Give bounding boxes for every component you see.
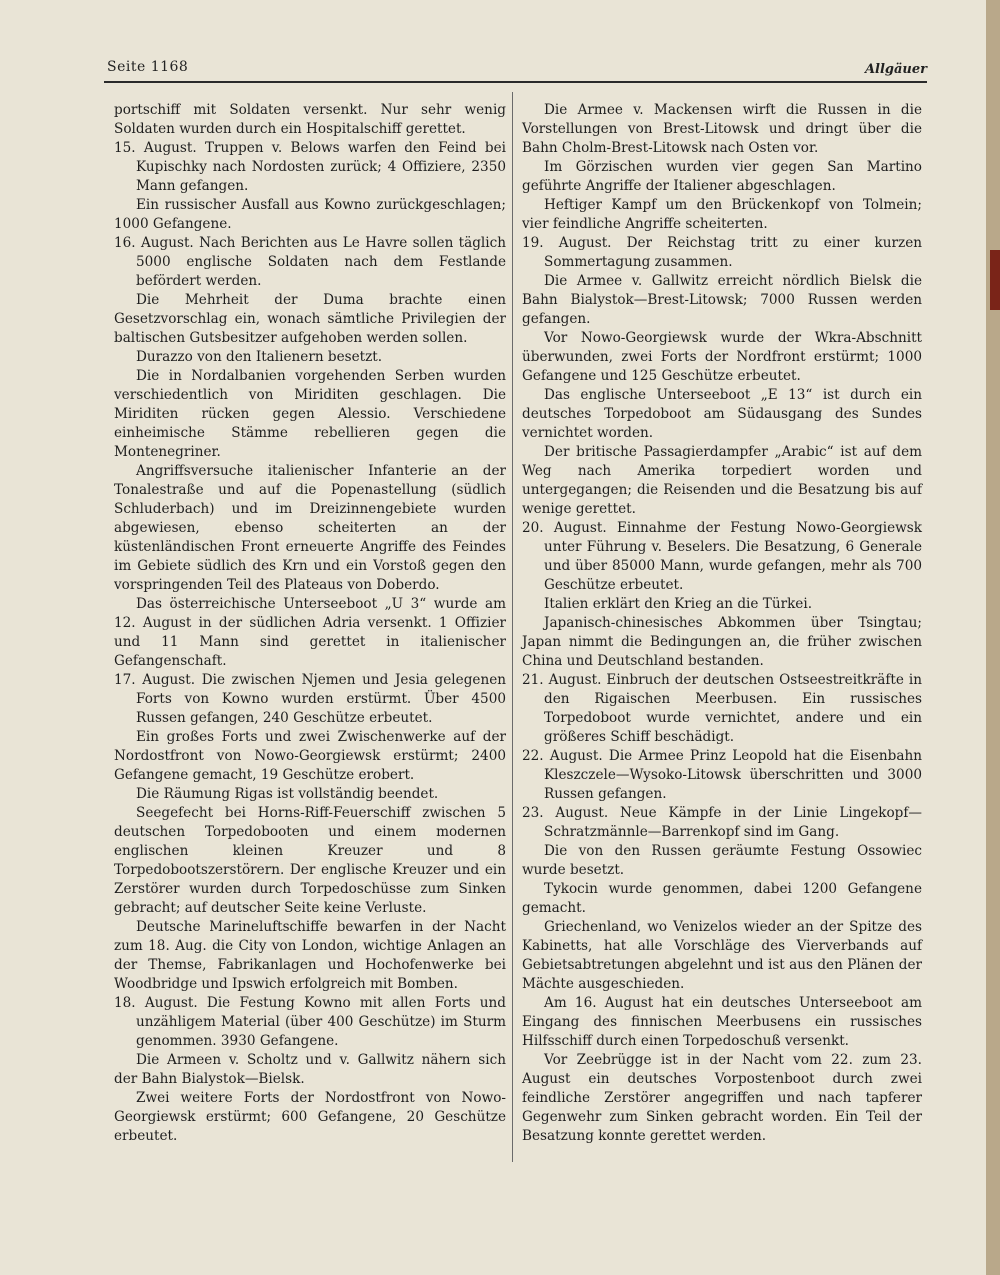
header-rule [104,81,927,83]
right-paragraph: 21. August. Einbruch der deutschen Ostseestreitkräfte in den Rigaischen Meerbusen. Ein russisches Torpedoboot wurde vernichtet, andere und ein größeres Schiff beschädigt. [522,672,922,745]
right-paragraph: Japanisch-chinesisches Abkommen über Tsingtau; Japan nimmt die Bedingungen an, die früher zwischen China und Deutschland bestanden. [522,615,922,669]
left-paragraph: Das österreichische Unterseeboot „U 3“ wurde am 12. August in der südlichen Adria versenkt. 1 Offizier und 11 Mann sind gerettet in italienischer Gefangenschaft. [114,596,506,669]
left-paragraph: Die Räumung Rigas ist vollständig beendet. [136,786,439,802]
right-column [522,101,922,1146]
left-paragraph: Ein großes Forts und zwei Zwischenwerke auf der Nordostfront von Nowo-Georgiewsk erstürmt; 2400 Gefangene gemacht, 19 Geschütze erobert. [114,729,506,783]
left-paragraph: Zwei weitere Forts der Nordostfront von Nowo-Georgiewsk erstürmt; 600 Gefangene, 20 Geschütze erbeutet. [114,1090,506,1144]
right-paragraph: Vor Nowo-Georgiewsk wurde der Wkra-Abschnitt überwunden, zwei Forts der Nordfront erstürmt; 1000 Gefangene und 125 Geschütze erbeutet. [522,330,922,384]
left-paragraph: portschiff mit Soldaten versenkt. Nur sehr wenig Soldaten wurden durch ein Hospitalschiff gerettet. [114,102,506,137]
page-edge [986,0,1000,1275]
column-divider [512,92,513,1162]
left-paragraph: Ein russischer Ausfall aus Kowno zurückgeschlagen; 1000 Gefangene. [114,197,506,232]
right-paragraph: 23. August. Neue Kämpfe in der Linie Lingekopf—Schratzmännle—Barrenkopf sind im Gang. [522,805,922,840]
left-paragraph: 16. August. Nach Berichten aus Le Havre sollen täglich 5000 englische Soldaten nach dem Festlande befördert werden. [114,235,506,289]
left-paragraph: 17. August. Die zwischen Njemen und Jesia gelegenen Forts von Kowno wurden erstürmt. Über 4500 Russen gefangen, 240 Geschütze erbeutet. [114,672,506,726]
left-paragraph: Durazzo von den Italienern besetzt. [136,349,383,365]
left-paragraph: Die Mehrheit der Duma brachte einen Gesetzvorschlag ein, wonach sämtliche Privilegien der baltischen Gutsbesitzer aufgehoben werden sollen. [114,292,506,346]
left-paragraph: Die in Nordalbanien vorgehenden Serben wurden verschiedentlich von Miriditen geschlagen. Die Miriditen rücken gegen Alessio. Verschiedene einheimische Stämme rebellieren gegen die Montenegriner. [114,368,506,460]
left-paragraph: Seegefecht bei Horns-Riff-Feuerschiff zwischen 5 deutschen Torpedobooten und einem modernen englischen kleinen Kreuzer und 8 Torpedobootszerstörern. Der englische Kreuzer und ein Zerstörer wurden durch Torpedoschüsse zum Sinken gebracht; auf deutscher Seite keine Verluste. [114,805,506,916]
right-paragraph: 22. August. Die Armee Prinz Leopold hat die Eisenbahn Kleszczele—Wysoko-Litowsk überschritten und 3000 Russen gefangen. [522,748,922,802]
page-number: Seite 1168 [107,59,189,75]
right-paragraph: Vor Zeebrügge ist in der Nacht vom 22. zum 23. August ein deutsches Vorpostenboot durch zwei feindliche Zerstörer angegriffen und nach tapferer Gegenwehr zum Sinken gebracht worden. Ein Teil der Besatzung konnte gerettet werden. [522,1052,922,1144]
right-paragraph: Das englische Unterseeboot „E 13“ ist durch ein deutsches Torpedoboot am Südausgang des Sundes vernichtet worden. [522,387,922,441]
right-paragraph: Italien erklärt den Krieg an die Türkei. [544,596,813,612]
right-paragraph: 19. August. Der Reichstag tritt zu einer kurzen Sommertagung zusammen. [522,235,922,270]
left-paragraph: 18. August. Die Festung Kowno mit allen Forts und unzähligem Material (über 400 Geschütze) im Sturm genommen. 3930 Gefangene. [114,995,506,1049]
right-paragraph: 20. August. Einnahme der Festung Nowo-Georgiewsk unter Führung v. Beselers. Die Besatzung, 6 Generale und über 85000 Mann, wurde gefangen, mehr als 700 Geschütze erbeutet. [522,520,922,593]
right-paragraph: Die von den Russen geräumte Festung Ossowiec wurde besetzt. [522,843,922,878]
right-paragraph: Die Armee v. Mackensen wirft die Russen in die Vorstellungen von Brest-Litowsk und dringt über die Bahn Cholm-Brest-Litowsk nach Osten vor. [522,102,922,156]
right-paragraph: Tykocin wurde genommen, dabei 1200 Gefangene gemacht. [522,881,922,916]
right-paragraph: Im Görzischen wurden vier gegen San Martino geführte Angriffe der Italiener abgeschlagen. [522,159,922,194]
left-paragraph: 15. August. Truppen v. Belows warfen den Feind bei Kupischky nach Nordosten zurück; 4 Offiziere, 2350 Mann gefangen. [114,140,506,194]
left-paragraph: Die Armeen v. Scholtz und v. Gallwitz nähern sich der Bahn Bialystok—Bielsk. [114,1052,506,1087]
page-header [107,56,927,80]
right-paragraph: Der britische Passagierdampfer „Arabic“ ist auf dem Weg nach Amerika torpediert worden und untergegangen; die Reisenden und die Besatzung bis auf wenige gerettet. [522,444,922,517]
publication-title: Allgäuer [864,62,927,77]
bookmark-ribbon [990,250,1000,310]
left-column [114,101,506,1146]
right-paragraph: Die Armee v. Gallwitz erreicht nördlich Bielsk die Bahn Bialystok—Brest-Litowsk; 7000 Russen werden gefangen. [522,273,922,327]
left-paragraph: Angriffsversuche italienischer Infanterie an der Tonalestraße und auf die Popenastellung (südlich Schluderbach) und im Dreizinnengebiete wurden abgewiesen, ebenso scheiterten an der küstenländischen Front erneuerte Angriffe des Feindes im Gebiete südlich des Krn und ein Vorstoß gegen den vorspringenden Teil des Plateaus von Doberdo. [114,463,506,593]
left-paragraph: Deutsche Marineluftschiffe bewarfen in der Nacht zum 18. Aug. die City von London, wichtige Anlagen an der Themse, Fabrikanlagen und Hochofenwerke bei Woodbridge und Ipswich erfolgreich mit Bomben. [114,919,506,992]
right-paragraph: Heftiger Kampf um den Brückenkopf von Tolmein; vier feindliche Angriffe scheiterten. [522,197,922,232]
right-paragraph: Griechenland, wo Venizelos wieder an der Spitze des Kabinetts, hat alle Vorschläge des Vierverbands auf Gebietsabtretungen abgelehnt und ist aus den Plänen der Mächte ausgeschieden. [522,919,922,992]
right-paragraph: Am 16. August hat ein deutsches Unterseeboot am Eingang des finnischen Meerbusens ein russisches Hilfsschiff durch einen Torpedoschuß versenkt. [522,995,922,1049]
